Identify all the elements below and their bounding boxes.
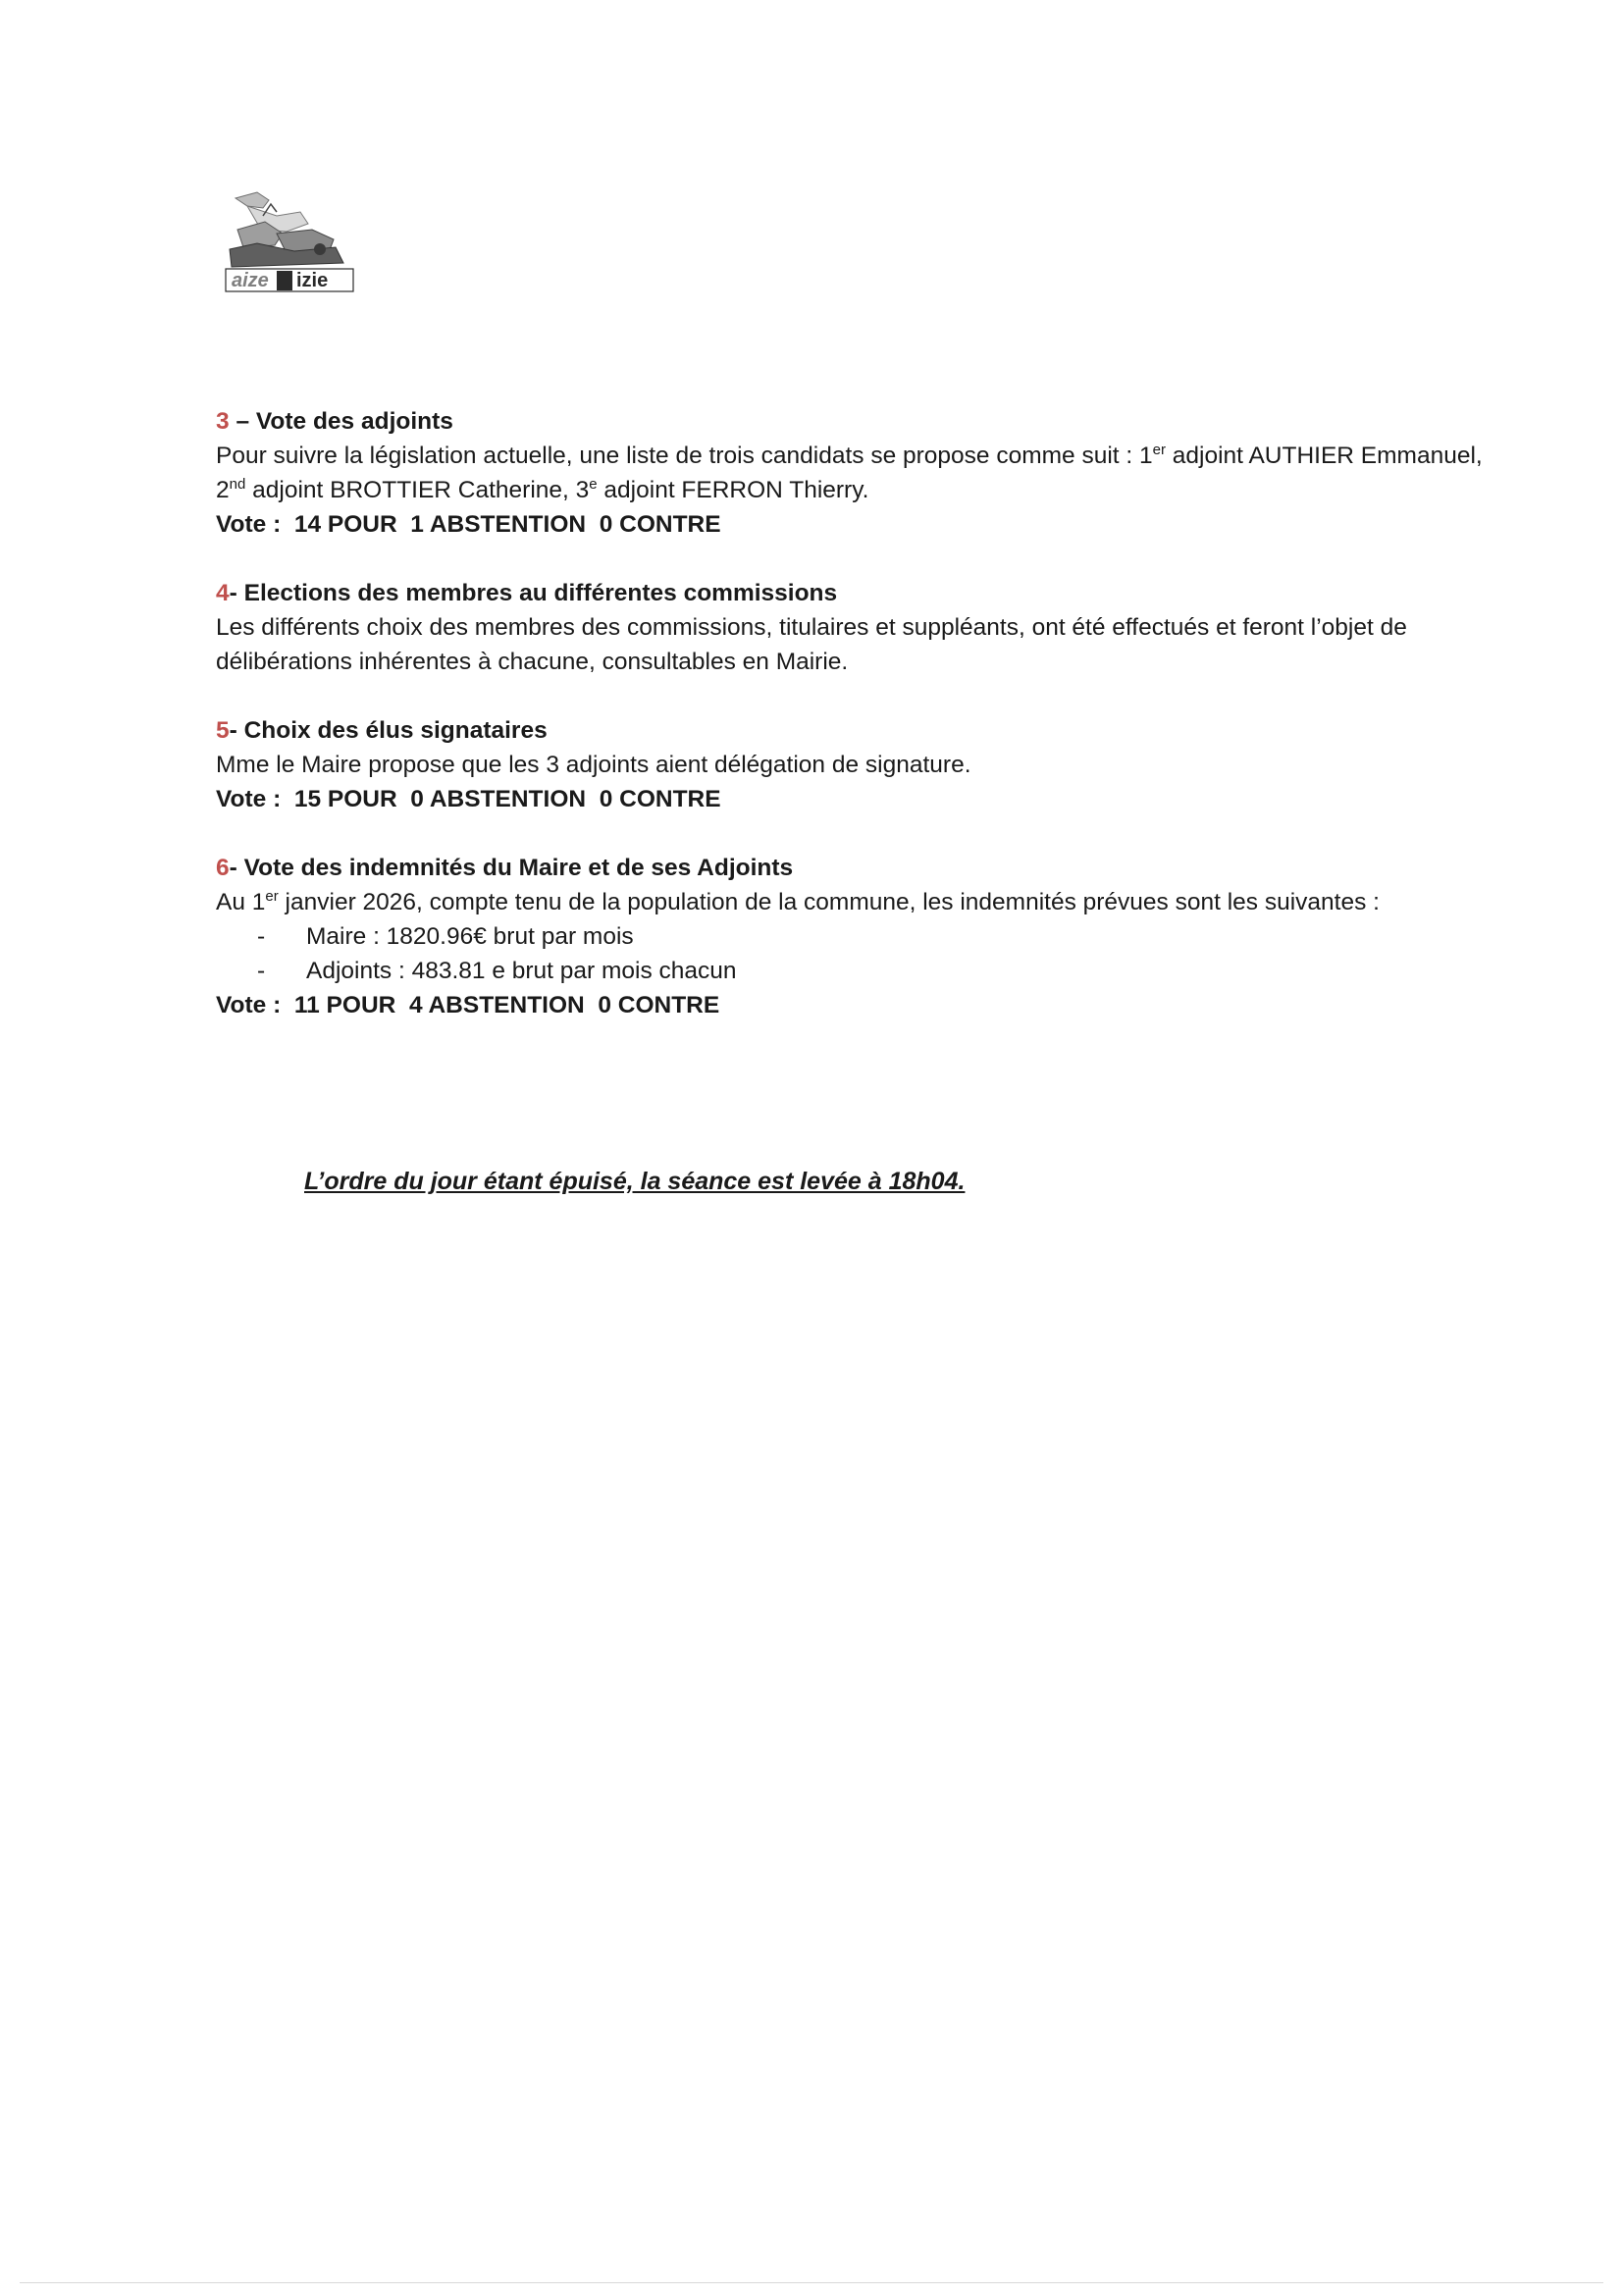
- section-paragraph: Mme le Maire propose que les 3 adjoints aient délégation de signature.: [216, 752, 971, 778]
- minutes-content: [216, 404, 1511, 1057]
- bullet-marker: -: [257, 958, 266, 984]
- section-title-text: - Elections des membres au différentes commissions: [229, 580, 838, 606]
- paragraph-text: adjoint FERRON Thierry.: [597, 477, 869, 503]
- bullet-marker: -: [257, 923, 266, 950]
- paragraph-text: adjoint AUTHIER Emmanuel, 2: [216, 443, 1483, 503]
- paragraph-text: Pour suivre la législation actuelle, une liste de trois candidats se propose comme suit : 1: [216, 443, 1153, 469]
- section-title: [216, 851, 1511, 885]
- paragraph-text: janvier 2026, compte tenu de la population de la commune, les indemnités prévues sont les suivantes :: [278, 889, 1380, 915]
- list-item: [216, 954, 1511, 988]
- section-vote-adjoints: [216, 404, 1511, 542]
- section-paragraph: [216, 885, 1511, 919]
- section-title-text: - Vote des indemnités du Maire et de ses Adjoints: [229, 855, 794, 881]
- ordinal-suffix: nd: [229, 475, 246, 493]
- indemnites-list: [216, 919, 1511, 988]
- section-signataires: [216, 713, 1511, 816]
- section-number: 4: [216, 580, 230, 606]
- section-indemnites: [216, 851, 1511, 1022]
- section-paragraph: [216, 439, 1511, 507]
- commune-logo: [218, 186, 357, 296]
- vote-result: Vote : 14 POUR 1 ABSTENTION 0 CONTRE: [216, 511, 721, 538]
- section-title: [216, 576, 1511, 610]
- paragraph-text: adjoint BROTTIER Catherine, 3: [245, 477, 590, 503]
- section-title-text: – Vote des adjoints: [229, 408, 453, 435]
- list-item-text: Adjoints : 483.81 e brut par mois chacun: [306, 958, 737, 984]
- list-item-text: Maire : 1820.96€ brut par mois: [306, 923, 634, 950]
- section-title-text: - Choix des élus signataires: [229, 717, 548, 744]
- section-number: 6: [216, 855, 230, 881]
- section-number: 3: [216, 408, 230, 435]
- ordinal-suffix: e: [589, 475, 598, 493]
- ordinal-suffix: er: [265, 887, 279, 905]
- section-title: [216, 713, 1511, 748]
- logo-illustration: [218, 186, 357, 296]
- vote-result: Vote : 15 POUR 0 ABSTENTION 0 CONTRE: [216, 786, 721, 812]
- vote-result: Vote : 11 POUR 4 ABSTENTION 0 CONTRE: [216, 992, 720, 1018]
- section-number: 5: [216, 717, 230, 744]
- page-bottom-rule: [20, 2282, 1603, 2283]
- section-title: [216, 404, 1511, 439]
- paragraph-text: Au 1: [216, 889, 266, 915]
- logo-text-right: izie: [296, 270, 329, 291]
- section-paragraph: Les différents choix des membres des commissions, titulaires et suppléants, ont été effectués et feront l’objet de délibérations inhérentes à chacune, consultables en Mairie.: [216, 614, 1407, 675]
- ordinal-suffix: er: [1152, 441, 1166, 458]
- section-commissions: [216, 576, 1511, 679]
- closing-statement: L’ordre du jour étant épuisé, la séance est levée à 18h04.: [304, 1168, 966, 1195]
- list-item: [216, 919, 1511, 954]
- logo-text-left: aize: [232, 270, 269, 291]
